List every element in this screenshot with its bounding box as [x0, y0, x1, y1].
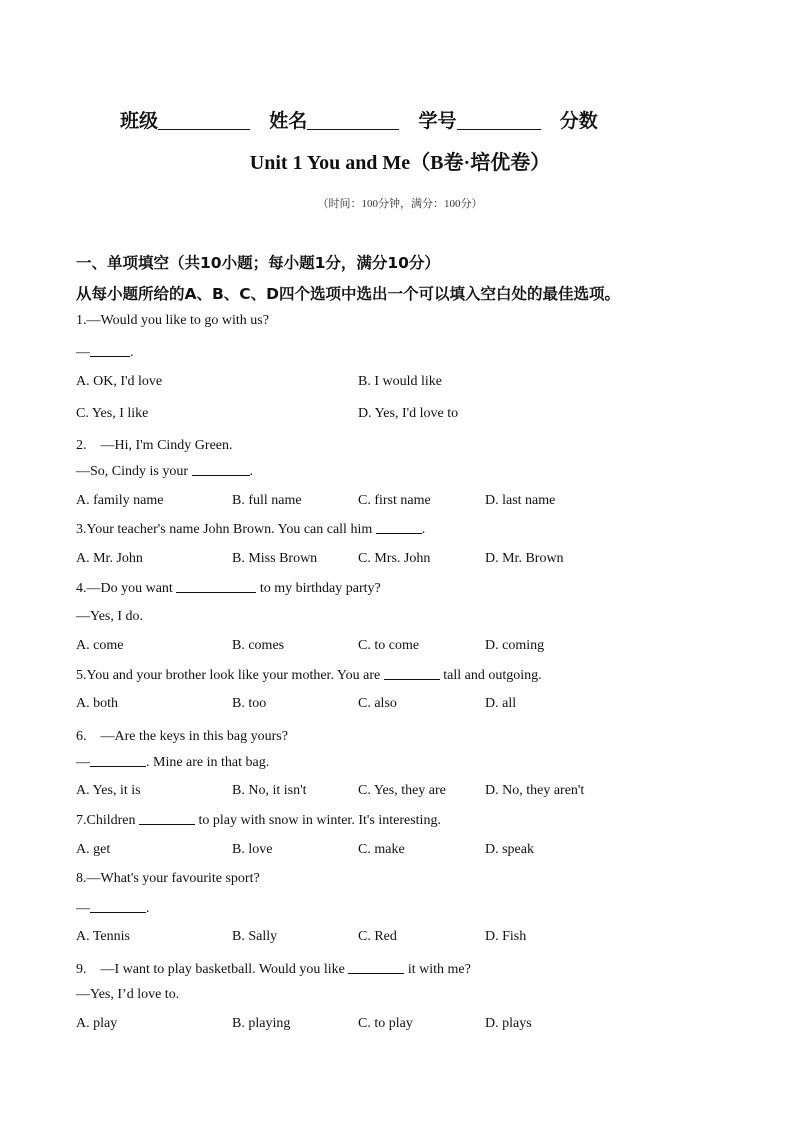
question-3-option-c[interactable]: C. Mrs. John	[358, 551, 431, 566]
name-blank[interactable]	[307, 111, 399, 130]
question-5-line-1	[76, 667, 542, 684]
question-text: 1.—Would you like to go with us?	[76, 313, 269, 328]
question-text: 6. —Are the keys in this bag yours?	[76, 729, 288, 744]
question-5-option-a[interactable]: A. both	[76, 696, 118, 711]
section-instruction: 从每小题所给的A、B、C、D四个选项中选出一个可以填入空白处的最佳选项。	[76, 285, 621, 303]
question-4-option-b[interactable]: B. comes	[232, 638, 285, 653]
name-label: 姓名	[269, 110, 308, 132]
question-7-option-d[interactable]: D. speak	[485, 842, 534, 857]
id-blank[interactable]	[457, 111, 541, 130]
question-3-line-1	[76, 521, 425, 538]
page-title: Unit 1 You and Me（B卷·培优卷）	[249, 152, 551, 174]
question-2-option-d[interactable]: D. last name	[485, 493, 556, 508]
page-subtitle: （时间：100分钟，满分：100分）	[317, 198, 483, 210]
question-text: —So, Cindy is your	[76, 464, 192, 479]
question-8-option-a[interactable]: A. Tennis	[76, 929, 130, 944]
question-5-option-b[interactable]: B. too	[232, 696, 267, 711]
question-8-line-1	[76, 871, 260, 887]
question-text: .	[421, 522, 426, 537]
answer-blank[interactable]	[384, 667, 440, 680]
question-4-option-c[interactable]: C. to come	[358, 638, 420, 653]
section-heading: 一、单项填空（共10小题；每小题1分，满分10分）	[76, 254, 440, 272]
question-text: to play with snow in winter. It's interesting.	[195, 813, 441, 828]
question-9-option-d[interactable]: D. plays	[485, 1016, 532, 1031]
question-text: —	[76, 901, 90, 916]
question-8-line-2	[76, 900, 150, 917]
question-8-option-b[interactable]: B. Sally	[232, 929, 278, 944]
question-7-line-1	[76, 812, 441, 829]
question-2-option-b[interactable]: B. full name	[232, 493, 302, 508]
question-3-option-d[interactable]: D. Mr. Brown	[485, 551, 564, 566]
question-text: tall and outgoing.	[439, 668, 542, 683]
question-9-option-c[interactable]: C. to play	[358, 1016, 413, 1031]
question-text: .	[130, 345, 134, 360]
question-text: 3.Your teacher's name John Brown. You can call him	[76, 522, 376, 537]
answer-blank[interactable]	[90, 900, 146, 913]
answer-blank[interactable]	[139, 812, 195, 825]
question-4-line-1	[76, 580, 381, 597]
question-text: .	[249, 464, 254, 479]
question-6-line-1	[76, 725, 288, 745]
class-blank[interactable]	[158, 111, 250, 130]
question-6-line-2	[76, 754, 269, 771]
question-9-line-1	[76, 958, 471, 978]
question-8-option-d[interactable]: D. Fish	[485, 929, 527, 944]
answer-blank[interactable]	[90, 344, 130, 357]
answer-blank[interactable]	[176, 580, 256, 593]
question-text: 5.You and your brother look like your mother. You are	[76, 668, 384, 683]
question-1-line-1	[76, 313, 269, 329]
question-7-option-a[interactable]: A. get	[76, 842, 111, 857]
question-9-option-a[interactable]: A. play	[76, 1016, 118, 1031]
score-label: 分数	[559, 110, 598, 132]
question-text: —	[76, 755, 90, 770]
answer-blank[interactable]	[348, 961, 404, 974]
question-2-line-2	[76, 463, 253, 480]
answer-blank[interactable]	[376, 521, 422, 534]
question-text: to my birthday party?	[256, 581, 381, 596]
question-4-option-d[interactable]: D. coming	[485, 638, 545, 653]
question-3-option-a[interactable]: A. Mr. John	[76, 551, 143, 566]
question-text: —Yes, I’d love to.	[76, 987, 180, 1002]
question-2-option-c[interactable]: C. first name	[358, 493, 431, 508]
answer-blank[interactable]	[192, 463, 250, 476]
question-text: 4.—Do you want	[76, 581, 177, 596]
question-text: 8.—What's your favourite sport?	[76, 871, 260, 886]
class-label: 班级	[120, 110, 159, 132]
question-2-line-1	[76, 434, 233, 454]
question-6-option-c[interactable]: C. Yes, they are	[358, 783, 446, 798]
question-text: 2. —Hi, I'm Cindy Green.	[76, 438, 233, 453]
question-5-option-d[interactable]: D. all	[485, 696, 517, 711]
question-text: 7.Children	[76, 813, 139, 828]
question-4-option-a[interactable]: A. come	[76, 638, 124, 653]
question-6-option-d[interactable]: D. No, they aren't	[485, 783, 585, 798]
question-1-line-2	[76, 344, 134, 361]
question-4-line-2	[76, 609, 143, 625]
question-3-option-b[interactable]: B. Miss Brown	[232, 551, 318, 566]
student-info-line	[120, 106, 598, 133]
answer-blank[interactable]	[90, 754, 146, 767]
question-6-option-a[interactable]: A. Yes, it is	[76, 783, 141, 798]
question-9-option-b[interactable]: B. playing	[232, 1016, 291, 1031]
question-text: —	[76, 345, 90, 360]
question-8-option-c[interactable]: C. Red	[358, 929, 397, 944]
question-text: —Yes, I do.	[76, 609, 144, 624]
id-label: 学号	[418, 110, 457, 132]
question-9-line-2	[76, 987, 179, 1003]
question-6-option-b[interactable]: B. No, it isn't	[232, 783, 307, 798]
question-1-option-a[interactable]: A. OK, I'd love	[76, 374, 163, 389]
question-1-option-b[interactable]: B. I would like	[358, 374, 442, 389]
question-text: . Mine are in that bag.	[146, 755, 270, 770]
question-7-option-b[interactable]: B. love	[232, 842, 273, 857]
question-7-option-c[interactable]: C. make	[358, 842, 405, 857]
question-1-option-d[interactable]: D. Yes, I'd love to	[358, 406, 459, 421]
question-text: it with me?	[404, 962, 471, 977]
question-1-option-c[interactable]: C. Yes, I like	[76, 406, 149, 421]
question-text: 9. —I want to play basketball. Would you like	[76, 962, 349, 977]
question-5-option-c[interactable]: C. also	[358, 696, 397, 711]
question-2-option-a[interactable]: A. family name	[76, 493, 164, 508]
question-text: .	[146, 901, 150, 916]
